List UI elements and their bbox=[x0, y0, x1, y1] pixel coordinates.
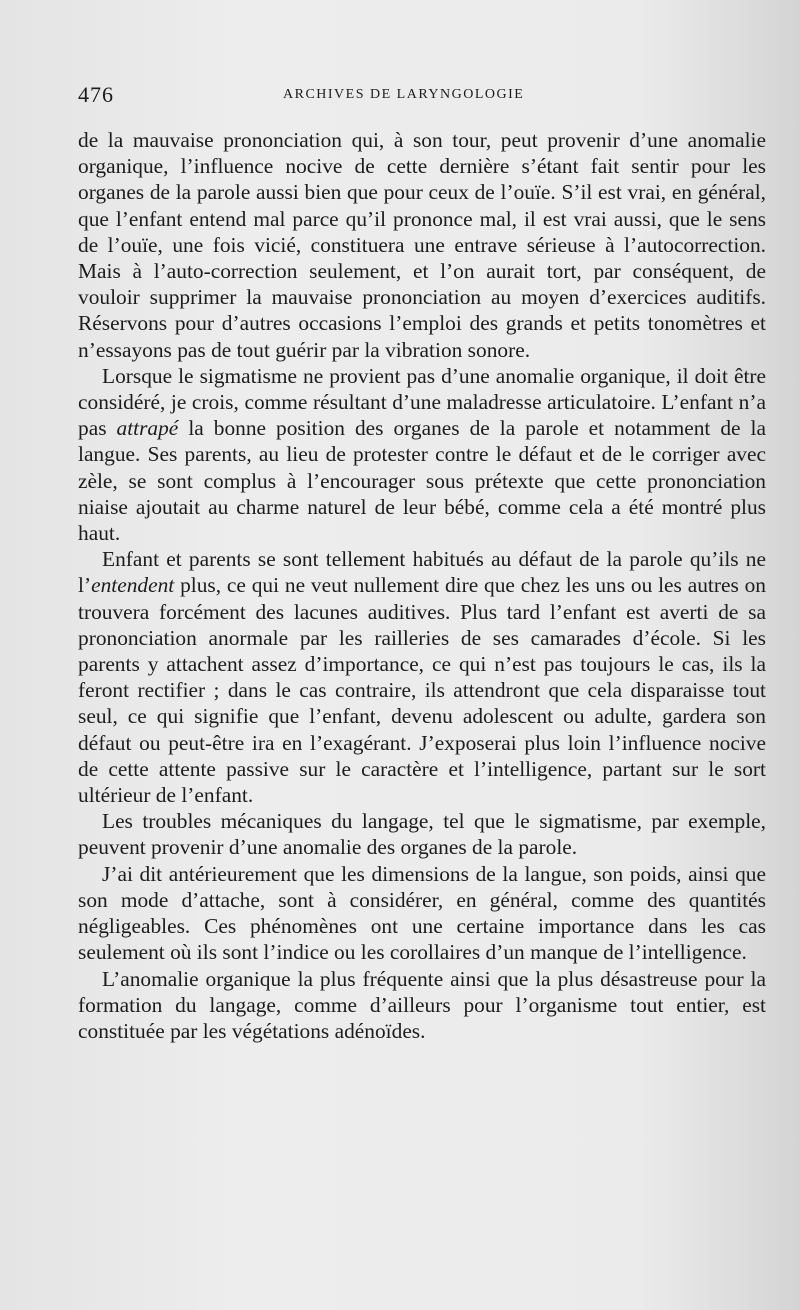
paragraph-text: plus, ce qui ne veut nullement dire que chez les uns ou les autres on trouvera forcément des lacunes auditives. Plus tard l’enfant est averti de sa prononciation anormale par les railleries de ses camarades d’école. Si les parents y attachent assez d’importance, ce qui n’est pas toujours le cas, ils la feront rectifier ; dans le cas contraire, ils attendront que cela disparaisse tout seul, ce qui signifie que l’enfant, devenu adolescent ou adulte, gardera son défaut ou peut-être ira en l’exagérant. J’exposerai plus loin l’influence nocive de cette attente passive sur le caractère et l’intelligence, partant sur le sort ultérieur de l’enfant. bbox=[78, 573, 766, 808]
paragraph-text: L’anomalie organique la plus fréquente ainsi que la plus désastreuse pour la formation du langage, comme d’ailleurs pour l’organisme tout entier, est constituée par les végétations adénoïdes. bbox=[78, 966, 766, 1043]
paragraph bbox=[78, 127, 766, 363]
paragraph bbox=[78, 546, 766, 808]
emphasized-word: entendent bbox=[91, 573, 175, 598]
paragraph-text: la bonne position des organes de la parole et notamment de la langue. Ses parents, au lieu de protester contre le défaut et de le corriger avec zèle, se sont complus à l’encourager sous prétexte que cette prononciation niaise ajoutait au charme naturel de leur bébé, comme cela a été montré plus haut. bbox=[78, 416, 766, 546]
journal-title: ARCHIVES DE LARYNGOLOGIE bbox=[283, 87, 525, 102]
paragraph-text: de la mauvaise prononciation qui, à son tour, peut provenir d’une anomalie organique, l’influence nocive de cette dernière s’étant fait sentir pour les organes de la parole aussi bien que pour ceux de l’ouïe. S’il est vrai, en général, que l’enfant entend mal parce qu’il prononce mal, il est vrai aussi, que le sens de l’ouïe, une fois vicié, constituera une entrave sérieuse à l’autocorrection. Mais à l’auto-correction seulement, et l’on aurait tort, par conséquent, de vouloir supprimer la mauvaise prononciation au moyen d’exercices auditifs. Réservons pour d’autres occasions l’emploi des grands et petits tonomètres et n’essayons pas de tout guérir par la vibration sonore. bbox=[78, 128, 766, 362]
body-text bbox=[78, 127, 766, 1044]
paragraph-text: Enfant et parents se sont tellement habitués au défaut de la parole qu’ils ne l’ bbox=[78, 547, 766, 598]
paragraph-text: Les troubles mécaniques du langage, tel que le sigmatisme, par exemple, peuvent provenir d’une anomalie des organes de la parole. bbox=[78, 809, 766, 860]
paragraph-text: J’ai dit antérieurement que les dimensions de la langue, son poids, ainsi que son mode d’attache, sont à considérer, en général, comme des quantités négligeables. Ces phénomènes ont une certaine importance dans les cas seulement où ils sont l’indice ou les corollaires d’un manque de l’intelligence. bbox=[78, 861, 766, 965]
page-number: 476 bbox=[78, 82, 114, 107]
emphasized-word: attrapé bbox=[116, 416, 179, 441]
running-header bbox=[78, 82, 778, 112]
paragraph bbox=[78, 808, 766, 860]
paragraph bbox=[78, 363, 766, 546]
paragraph-text: Lorsque le sigmatisme ne provient pas d’une anomalie organique, il doit être considéré, je crois, comme résultant d’une maladresse articulatoire. L’enfant n’a pas bbox=[78, 363, 766, 441]
paragraph bbox=[78, 966, 766, 1045]
paragraph bbox=[78, 861, 766, 966]
